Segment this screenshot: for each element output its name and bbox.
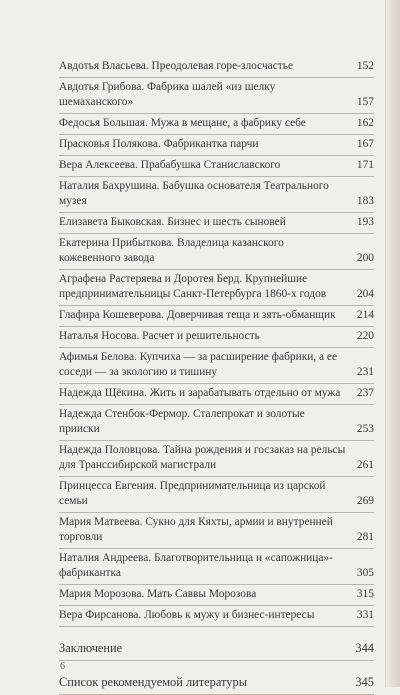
toc-entry-page: 261 xyxy=(356,459,374,471)
toc-entry-page: 204 xyxy=(356,288,374,300)
toc-section-title: Заключение xyxy=(59,641,123,655)
toc-entry-title: Елизавета Быковская. Бизнес и шесть сыновей xyxy=(59,216,286,228)
toc-entry[interactable] xyxy=(59,585,374,606)
toc-section-page: 344 xyxy=(355,641,374,655)
toc-entry[interactable] xyxy=(59,306,374,327)
toc-entry-title: Федосья Большая. Мужа в мещане, а фабрику себе xyxy=(59,117,306,129)
toc-entry[interactable] xyxy=(59,57,374,78)
toc-entry-page: 231 xyxy=(356,366,374,378)
toc-entry-title: Мария Морозова. Мать Саввы Морозова xyxy=(59,588,257,600)
toc-entry-title: Принцесса Евгения. Предпринимательница из царской семьи xyxy=(59,480,326,507)
toc-entry-title: Мария Матвеева. Сукно для Кяхты, армии и внутренней торговли xyxy=(59,516,333,543)
toc-entry[interactable] xyxy=(59,477,374,513)
toc-entry-page: 167 xyxy=(356,138,374,150)
toc-entry[interactable] xyxy=(59,384,374,405)
toc-section-title: Список рекомендуемой литературы xyxy=(59,675,248,689)
toc-entry[interactable] xyxy=(59,270,374,306)
toc-section-bibliography[interactable] xyxy=(59,666,374,695)
toc-entry[interactable] xyxy=(59,135,374,156)
toc-entry-page: 315 xyxy=(356,588,374,600)
toc-entry-title: Надежда Половцова. Тайна рождения и госзаказ на рельсы для Транссибирской магистрали xyxy=(59,444,346,471)
toc-entry[interactable] xyxy=(59,441,374,477)
toc-entry-title: Аграфена Растеряева и Доротея Берд. Крупнейшие предпринимательницы Санкт-Петербурга 1860-х годов xyxy=(59,273,327,300)
toc-entry-title: Вера Алексеева. Прабабушка Станиславского xyxy=(59,159,281,171)
toc-entry-page: 305 xyxy=(356,567,374,579)
toc-entry[interactable] xyxy=(59,513,374,549)
toc-entry-title: Екатерина Прибыткова. Владелица казанского кожевенного завода xyxy=(59,237,284,264)
toc-entry[interactable] xyxy=(59,156,374,177)
toc-entry-page: 269 xyxy=(356,495,374,507)
toc-entry[interactable] xyxy=(59,78,374,114)
toc-entry-title: Афимья Белова. Купчиха — за расширение фабрики, а ее соседи — за экологию и тишину xyxy=(59,351,338,378)
toc-entry-title: Наталия Бахрушина. Бабушка основателя Театрального музея xyxy=(59,180,329,207)
toc-entry-page: 152 xyxy=(356,60,374,72)
toc-entry[interactable] xyxy=(59,114,374,135)
toc-entry-page: 162 xyxy=(356,117,374,129)
page-edge xyxy=(385,0,400,687)
toc-entry-title: Авдотья Грибова. Фабрика шалей «из шелку шемаханского» xyxy=(59,81,276,108)
toc-entry-title: Авдотья Власьева. Преодолевая горе-злосчастье xyxy=(59,60,294,72)
toc-entry-title: Вера Фирсанова. Любовь к мужу и бизнес-интересы xyxy=(59,609,315,621)
toc-entry[interactable] xyxy=(59,606,374,627)
page-number: 6 xyxy=(60,661,65,672)
toc-entry-page: 237 xyxy=(356,387,374,399)
toc-entry[interactable] xyxy=(59,405,374,441)
toc-entry[interactable] xyxy=(59,234,374,270)
toc-section-page: 345 xyxy=(355,675,374,689)
toc-entry-page: 220 xyxy=(356,330,374,342)
toc-entry-page: 193 xyxy=(356,216,374,228)
toc-entry[interactable] xyxy=(59,549,374,585)
toc-entry-page: 171 xyxy=(356,159,374,171)
toc-entry-title: Надежда Щёкина. Жить и зарабатывать отдельно от мужа xyxy=(59,387,341,399)
toc-entry-page: 281 xyxy=(356,531,374,543)
toc-entry-title: Надежда Стенбок-Фермор. Сталепрокат и золотые прииски xyxy=(59,408,305,435)
toc-entry-page: 200 xyxy=(356,252,374,264)
toc-entry-page: 331 xyxy=(356,609,374,621)
toc-entry-title: Прасковья Полякова. Фабрикантка парчи xyxy=(59,138,259,150)
toc-entry[interactable] xyxy=(59,348,374,384)
toc-entry-title: Наталия Андреева. Благотворительница и «сапожница»-фабрикантка xyxy=(59,552,333,579)
toc-entry-page: 253 xyxy=(356,423,374,435)
toc-entry[interactable] xyxy=(59,327,374,348)
toc-entry-page: 214 xyxy=(356,309,374,321)
toc-entry[interactable] xyxy=(59,177,374,213)
toc-entry-title: Глафира Кошеверова. Доверчивая теща и зять-обманщик xyxy=(59,309,336,321)
table-of-contents xyxy=(59,57,374,695)
toc-entry-page: 183 xyxy=(356,195,374,207)
toc-entry-page: 157 xyxy=(356,96,374,108)
toc-section-conclusion[interactable] xyxy=(59,632,374,661)
toc-entry[interactable] xyxy=(59,213,374,234)
toc-entry-title: Наталья Носова. Расчет и решительность xyxy=(59,330,260,342)
